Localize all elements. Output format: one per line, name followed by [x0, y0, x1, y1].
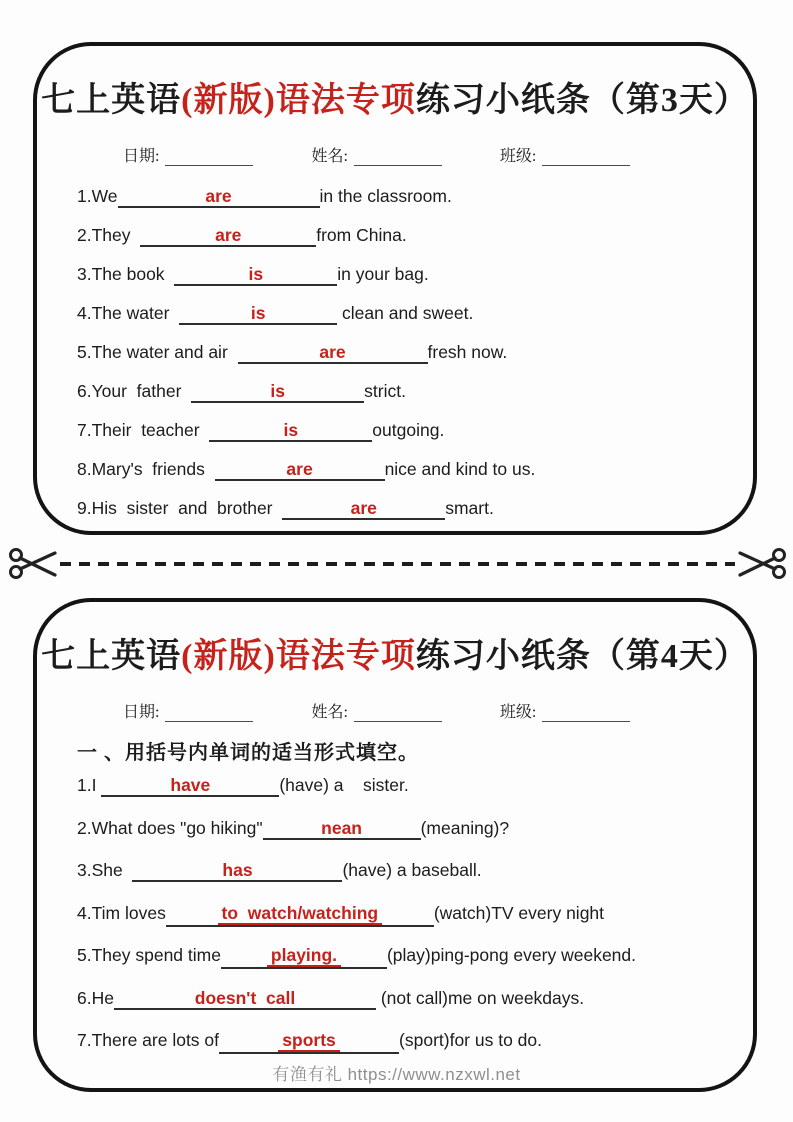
class-blank-line: [542, 705, 630, 722]
question-row: [77, 459, 733, 498]
question-row: [77, 775, 733, 818]
scissors-icon: [735, 545, 787, 583]
worksheet-title: [37, 628, 753, 677]
question-text: nice and kind to us.: [384, 459, 536, 479]
answer-blank: [263, 819, 421, 840]
question-text: 6.He: [77, 987, 114, 1008]
question-text: in the classroom.: [319, 186, 452, 206]
question-text: 8.Mary's friends: [77, 459, 215, 479]
date-label: 日期:: [123, 704, 160, 721]
date-blank-line: [165, 149, 253, 166]
question-text: 3.She: [77, 860, 133, 880]
question-text: 7.There are lots of: [77, 1030, 220, 1050]
question-list: [77, 186, 733, 537]
title-part-black-2: 练习小纸条（第3天）: [415, 82, 749, 119]
question-row: [77, 303, 733, 342]
answer-blank: [282, 499, 445, 520]
date-field: [123, 699, 253, 722]
answer-text: are: [319, 342, 346, 362]
question-row: [77, 264, 733, 303]
question-row: [77, 342, 733, 381]
question-text: 6.Your father: [77, 381, 192, 401]
question-row: [77, 988, 733, 1031]
question-row: [77, 381, 733, 420]
question-text: smart.: [445, 498, 494, 518]
question-text: 4.Tim loves: [77, 902, 166, 923]
class-blank-line: [542, 149, 630, 166]
answer-text: are: [350, 498, 377, 518]
answer-blank: [209, 421, 372, 442]
question-text: (not call)me on weekdays.: [375, 987, 585, 1008]
answer-text: is: [270, 381, 285, 401]
answer-text: doesn't call: [194, 987, 296, 1008]
section-heading: 一 、用括号内单词的适当形式填空。: [77, 742, 419, 764]
question-text: clean and sweet.: [337, 303, 474, 323]
question-text: 5.The water and air: [77, 342, 238, 362]
answer-text: are: [215, 225, 242, 245]
question-text: in your bag.: [337, 264, 429, 284]
worksheet-card-day4: [33, 598, 757, 1092]
question-text: (meaning)?: [420, 817, 510, 838]
question-text: (have) a baseball.: [342, 860, 482, 880]
answer-blank: [101, 776, 279, 797]
name-field: [311, 143, 441, 166]
answer-text: sports: [278, 1030, 339, 1052]
question-text: 2.What does "go hiking": [77, 817, 263, 838]
name-blank-line: [354, 149, 442, 166]
class-field: [500, 143, 630, 166]
question-text: 4.The water: [77, 303, 180, 323]
question-text: (have) a sister.: [279, 775, 409, 795]
answer-blank: [114, 989, 376, 1010]
name-label: 姓名:: [311, 148, 348, 165]
question-text: 1.I: [77, 775, 102, 795]
question-row: [77, 860, 733, 903]
answer-text: are: [205, 186, 232, 206]
question-row: [77, 945, 733, 988]
question-row: [77, 903, 733, 946]
answer-text: is: [283, 420, 299, 440]
answer-blank: [166, 902, 434, 927]
title-part-red: (新版)语法专项: [181, 82, 416, 119]
answer-text: has: [222, 860, 253, 880]
cut-line-divider: [8, 544, 787, 584]
class-label: 班级:: [499, 704, 537, 721]
date-label: 日期:: [123, 148, 160, 165]
worksheet-card-day3: [33, 42, 757, 535]
question-row: [77, 225, 733, 264]
question-text: strict.: [364, 381, 406, 401]
answer-text: is: [250, 303, 266, 323]
question-text: 9.His sister and brother: [77, 498, 283, 518]
info-fields-row: [123, 699, 753, 722]
question-list: [77, 775, 733, 1073]
answer-blank: [221, 945, 387, 969]
title-part-black-2: 练习小纸条（第4天）: [415, 638, 749, 675]
question-text: 2.They: [77, 225, 141, 245]
answer-blank: [174, 265, 337, 286]
question-text: 3.The book: [77, 264, 175, 284]
answer-blank: [140, 226, 316, 247]
class-field: [500, 699, 630, 722]
question-text: 7.Their teacher: [77, 420, 210, 440]
answer-blank: [118, 187, 320, 208]
answer-text: nean: [321, 817, 363, 838]
question-text: (sport)for us to do.: [399, 1030, 543, 1050]
name-field: [311, 699, 441, 722]
answer-text: to watch/watching: [218, 903, 383, 925]
scissors-icon: [8, 545, 60, 583]
worksheet-title: [37, 72, 753, 121]
title-part-black: 七上英语: [41, 82, 182, 119]
title-part-black: 七上英语: [41, 638, 182, 675]
date-field: [123, 143, 253, 166]
answer-text: is: [248, 264, 264, 284]
date-blank-line: [165, 705, 253, 722]
answer-text: are: [286, 459, 313, 479]
question-text: from China.: [316, 225, 407, 245]
question-row: [77, 818, 733, 861]
answer-blank: [219, 1030, 399, 1054]
answer-blank: [215, 460, 385, 481]
question-row: [77, 186, 733, 225]
name-label: 姓名:: [311, 704, 348, 721]
question-text: fresh now.: [427, 342, 508, 362]
question-row: [77, 420, 733, 459]
question-text: (watch)TV every night: [433, 902, 605, 923]
name-blank-line: [354, 705, 442, 722]
answer-blank: [238, 343, 428, 364]
class-label: 班级:: [499, 148, 537, 165]
question-text: 1.We: [77, 186, 118, 206]
answer-text: playing.: [267, 945, 341, 967]
question-row: [77, 498, 733, 537]
question-text: 5.They spend time: [77, 945, 221, 965]
watermark-footer: 有渔有礼 https://www.nzxwl.net: [272, 1065, 521, 1084]
dashed-cut-line: [60, 562, 735, 566]
answer-blank: [191, 382, 364, 403]
title-part-red: (新版)语法专项: [181, 638, 416, 675]
answer-blank: [132, 861, 342, 882]
question-text: (play)ping-pong every weekend.: [386, 945, 637, 965]
answer-text: have: [170, 775, 211, 795]
answer-blank: [179, 304, 337, 325]
info-fields-row: [123, 143, 753, 166]
question-text: outgoing.: [372, 420, 445, 440]
